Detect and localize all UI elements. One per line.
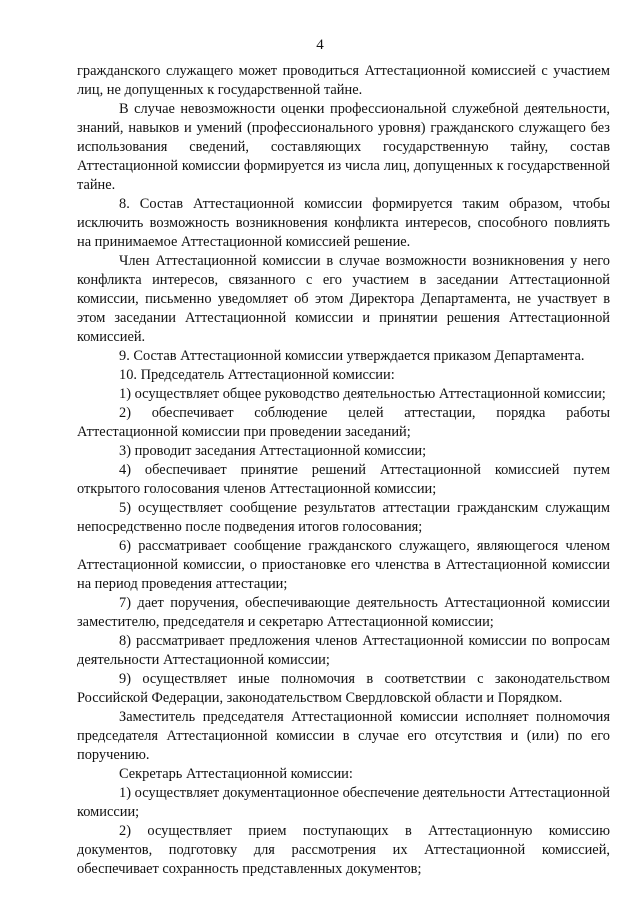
list-item-chair-8: 8) рассматривает предложения членов Аттестационной комиссии по вопросам деятельности Аттестационной комиссии; <box>77 633 610 668</box>
list-item-chair-6: 6) рассматривает сообщение гражданского служащего, являющегося членом Аттестационной комиссии, о приостановке его членства в Аттестационной комиссии на период проведения аттестации; <box>77 538 610 592</box>
list-item-chair-3: 3) проводит заседания Аттестационной комиссии; <box>119 443 427 459</box>
list-item-secretary-2: 2) осуществляет прием поступающих в Аттестационную комиссию документов, подготовку для рассмотрения их Аттестационной комиссией, обеспечивает сохранность представленных документов; <box>77 823 610 877</box>
paragraph-item-8: 8. Состав Аттестационной комиссии формируется таким образом, чтобы исключить возможность возникновения конфликта интересов, способного повлиять на принимаемое Аттестационной комиссией решение. <box>77 196 610 250</box>
paragraph-secretary: Секретарь Аттестационной комиссии: <box>119 766 353 782</box>
document-body <box>77 62 610 879</box>
page-number: 4 <box>316 37 324 53</box>
list-item-chair-4: 4) обеспечивает принятие решений Аттестационной комиссией путем открытого голосования членов Аттестационной комиссии; <box>77 462 610 497</box>
list-item-chair-5: 5) осуществляет сообщение результатов аттестации гражданским служащим непосредственно после подведения итогов голосования; <box>77 500 610 535</box>
list-item-chair-7: 7) дает поручения, обеспечивающие деятельность Аттестационной комиссии заместителю, председателя и секретарю Аттестационной комиссии; <box>77 595 610 630</box>
list-item-chair-1: 1) осуществляет общее руководство деятельностью Аттестационной комиссии; <box>119 386 606 402</box>
paragraph-conflict-of-interest: Член Аттестационной комиссии в случае возможности возникновения у него конфликта интересов, связанного с его участием в заседании Аттестационной комиссии, письменно уведомляет об этом Директора Департамента, не участвует в этом заседании Аттестационной комиссии и принятии решения Аттестационной комиссией. <box>77 253 610 345</box>
paragraph-item-9: 9. Состав Аттестационной комиссии утверждается приказом Департамента. <box>119 348 585 364</box>
paragraph-deputy-chair: Заместитель председателя Аттестационной комиссии исполняет полномочия председателя Аттестационной комиссии в случае его отсутствия и (или) по его поручению. <box>77 709 610 763</box>
list-item-chair-2: 2) обеспечивает соблюдение целей аттестации, порядка работы Аттестационной комиссии при проведении заседаний; <box>77 405 610 440</box>
list-item-chair-9: 9) осуществляет иные полномочия в соответствии с законодательством Российской Федерации, законодательством Свердловской области и Порядком. <box>77 671 610 706</box>
paragraph-classified-composition: В случае невозможности оценки профессиональной служебной деятельности, знаний, навыков и умений (профессионального уровня) гражданского служащего без использования сведений, составляющих государственную тайну, состав Аттестационной комиссии формируется из числа лиц, допущенных к государственной тайне. <box>77 101 610 193</box>
list-item-secretary-1: 1) осуществляет документационное обеспечение деятельности Аттестационной комиссии; <box>77 785 610 820</box>
paragraph-continuation: гражданского служащего может проводиться Аттестационной комиссией с участием лиц, не допущенных к государственной тайне. <box>77 63 610 98</box>
paragraph-item-10: 10. Председатель Аттестационной комиссии: <box>119 367 395 383</box>
